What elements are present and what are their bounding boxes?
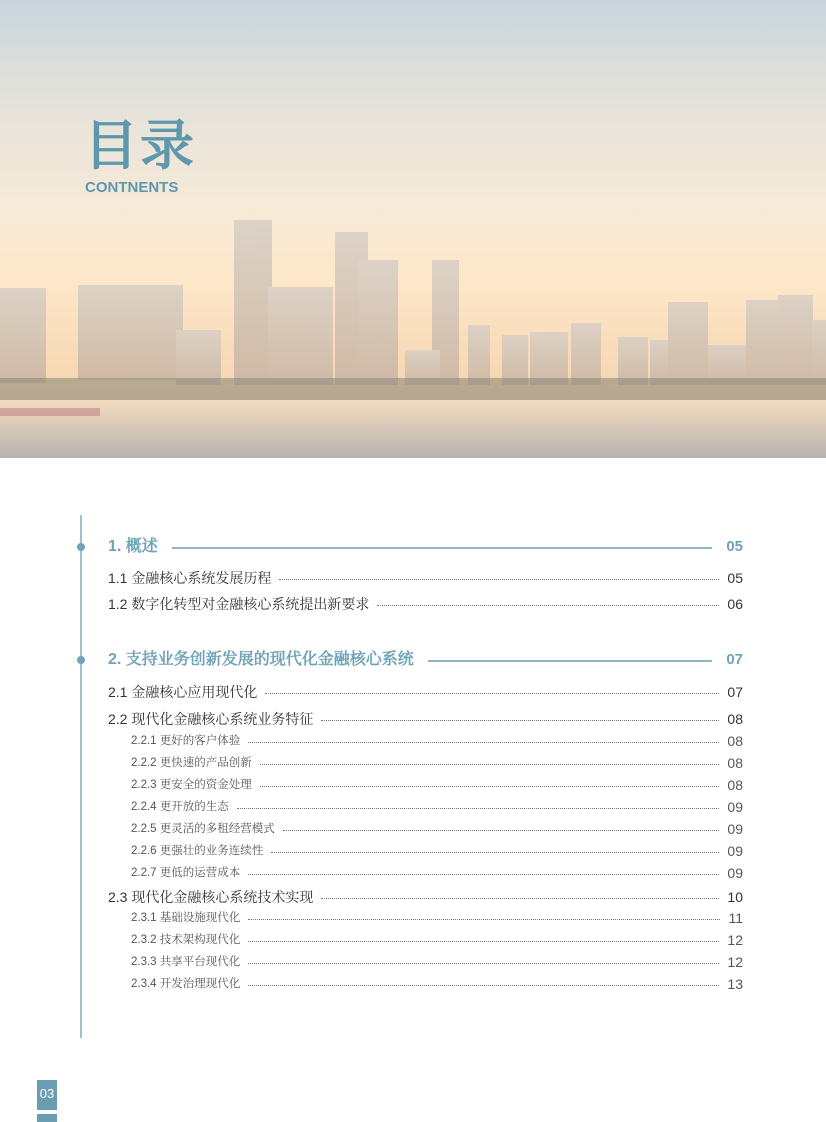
toc-entry-label: 2.2.4 更开放的生态 [131,801,229,813]
toc-entry-label: 2.3 现代化金融核心系统技术实现 [108,889,314,905]
page-number-bar [37,1114,57,1122]
toc-entry-label: 1.2 数字化转型对金融核心系统提出新要求 [108,596,370,612]
toc-leader [377,605,719,606]
toc-page-number: 08 [727,733,743,749]
toc-leader [428,660,713,662]
toc-leader [248,874,719,875]
toc-leader [172,547,713,549]
toc-page-number: 10 [727,889,743,905]
toc-page-number: 07 [727,684,743,700]
page-number: 03 [37,1080,57,1110]
toc-entry-label: 1.1 金融核心系统发展历程 [108,570,272,586]
toc-entry[interactable] [131,797,743,817]
toc-page-number: 12 [727,954,743,970]
toc-entry-label: 2.2.6 更强壮的业务连续性 [131,845,264,857]
toc-entry[interactable] [108,709,743,729]
toc-entry[interactable] [131,952,743,972]
toc-entry-label: 2.3.2 技术架构现代化 [131,934,241,946]
toc-page-number: 05 [726,538,743,555]
toc-page-number: 11 [728,910,743,926]
toc-entry-label: 2.3.4 开发治理现代化 [131,978,241,990]
toc-leader [248,919,720,920]
section-dot [77,656,85,664]
toc-entry[interactable] [131,753,743,773]
toc-entry-label: 2.2.7 更低的运营成本 [131,867,241,879]
toc-page-number: 09 [727,799,743,815]
toc-entry[interactable] [108,568,743,588]
toc-entry[interactable] [108,887,743,907]
toc-leader [248,963,719,964]
toc-entry-label: 2.1 金融核心应用现代化 [108,684,258,700]
toc-leader [248,941,719,942]
toc-entry-label: 2.2.5 更灵活的多租经营模式 [131,823,275,835]
toc-entry[interactable] [131,841,743,861]
toc-entry[interactable] [108,682,743,702]
toc-entry[interactable] [131,863,743,883]
toc-leader [283,830,720,831]
toc-leader [321,720,719,721]
toc-leader [279,579,719,580]
toc-page-number: 06 [727,596,743,612]
toc-entry-label: 2.3.3 共享平台现代化 [131,956,241,968]
toc-entry[interactable] [108,537,743,557]
toc-entry-label: 2.2.2 更快速的产品创新 [131,757,252,769]
toc-entry[interactable] [131,930,743,950]
toc-page-number: 12 [727,932,743,948]
toc-entry-label: 2. 支持业务创新发展的现代化金融核心系统 [108,651,414,668]
toc-entry[interactable] [131,819,743,839]
toc-leader [260,786,720,787]
toc-leader [248,742,719,743]
toc-leader [248,985,719,986]
section-dot [77,543,85,551]
toc-leader [321,898,719,899]
toc-page-number: 09 [727,821,743,837]
toc-entry[interactable] [108,650,743,670]
toc-page-number: 07 [726,651,743,668]
toc-page-number: 08 [727,755,743,771]
toc-entry-label: 1. 概述 [108,538,158,555]
toc-entry-label: 2.2.1 更好的客户体验 [131,735,241,747]
toc-entry[interactable] [131,908,743,928]
toc-page-number: 05 [727,570,743,586]
page-title: 目录 [84,114,196,177]
toc-leader [271,852,719,853]
toc-page-number: 09 [727,843,743,859]
toc-leader [265,693,719,694]
toc-leader [260,764,720,765]
toc-page-number: 08 [727,777,743,793]
toc-page-number: 09 [727,865,743,881]
toc-entry-label: 2.2.3 更安全的资金处理 [131,779,252,791]
skyline-illustration [0,0,826,458]
toc-entry[interactable] [131,974,743,994]
toc-page-number: 08 [727,711,743,727]
toc-leader [237,808,720,809]
page-subtitle: CONTNENTS [85,179,179,196]
toc-entry[interactable] [108,594,743,614]
timeline-line [80,515,82,1038]
toc-page-number: 13 [727,976,743,992]
city-skyline-hero-image [0,0,826,458]
toc-entry-label: 2.3.1 基础设施现代化 [131,912,241,924]
toc-entry[interactable] [131,775,743,795]
toc-entry[interactable] [131,731,743,751]
toc-entry-label: 2.2 现代化金融核心系统业务特征 [108,711,314,727]
